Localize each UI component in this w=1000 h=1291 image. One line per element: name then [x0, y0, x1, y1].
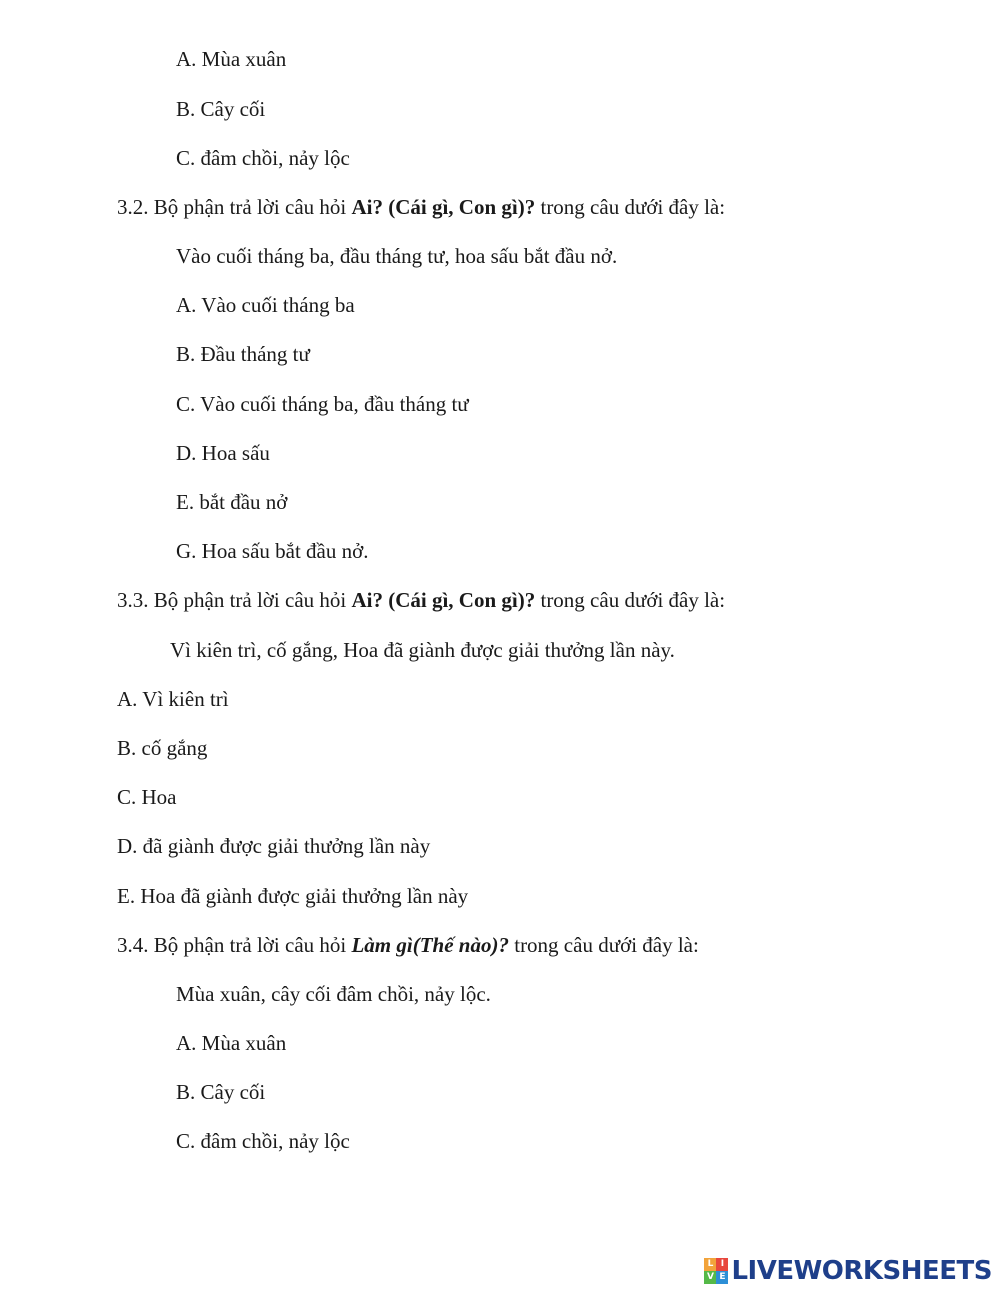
question-3-3-option-b: B. cố gắng	[117, 736, 208, 760]
option-c-dam-choi: C. đâm chồi, nảy lộc	[176, 146, 350, 170]
option-a-mua-xuan: A. Mùa xuân	[176, 47, 287, 71]
question-3-4-option-a: A. Mùa xuân	[176, 1031, 287, 1055]
question-3-3-option-c: C. Hoa	[117, 785, 177, 809]
logo-mark-letter: V	[704, 1271, 716, 1284]
question-3-2-option-b: B. Đầu tháng tư	[176, 342, 310, 366]
logo-mark-letter: I	[716, 1258, 728, 1271]
question-3-4-sentence: Mùa xuân, cây cối đâm chồi, nảy lộc.	[176, 982, 491, 1006]
question-3-4-prefix: 3.4. Bộ phận trả lời câu hỏi	[117, 933, 352, 957]
logo-mark-letter: L	[704, 1258, 716, 1271]
question-3-2	[117, 194, 725, 220]
question-3-4-suffix: trong câu dưới đây là:	[508, 933, 699, 957]
question-3-4	[117, 932, 699, 958]
question-3-2-sentence: Vào cuối tháng ba, đầu tháng tư, hoa sấu bắt đầu nở.	[176, 244, 618, 268]
question-3-4-option-c: C. đâm chồi, nảy lộc	[176, 1129, 350, 1153]
question-3-4-option-b: B. Cây cối	[176, 1080, 266, 1104]
liveworksheets-logo-text: LIVEWORKSHEETS	[731, 1256, 992, 1286]
liveworksheets-logo	[704, 1254, 992, 1288]
option-b-cay-coi: B. Cây cối	[176, 97, 266, 121]
question-3-2-prefix: 3.2. Bộ phận trả lời câu hỏi	[117, 195, 352, 219]
question-3-2-option-g: G. Hoa sấu bắt đầu nở.	[176, 539, 369, 563]
question-3-2-option-e: E. bắt đầu nở	[176, 490, 288, 514]
liveworksheets-logo-icon	[704, 1258, 728, 1284]
question-3-3-keyword: Ai? (Cái gì, Con gì)?	[351, 588, 536, 612]
question-3-3-option-e: E. Hoa đã giành được giải thưởng lần này	[117, 884, 469, 908]
question-3-2-keyword: Ai? (Cái gì, Con gì)?	[351, 195, 536, 219]
question-3-3-option-d: D. đã giành được giải thưởng lần này	[117, 834, 431, 858]
question-3-2-suffix: trong câu dưới đây là:	[535, 195, 726, 219]
question-3-3-option-a: A. Vì kiên trì	[117, 687, 229, 711]
question-3-2-option-a: A. Vào cuối tháng ba	[176, 293, 355, 317]
question-3-3	[117, 587, 725, 613]
question-3-3-prefix: 3.3. Bộ phận trả lời câu hỏi	[117, 588, 352, 612]
question-3-3-suffix: trong câu dưới đây là:	[535, 588, 726, 612]
question-3-2-option-c: C. Vào cuối tháng ba, đầu tháng tư	[176, 392, 469, 416]
question-3-2-option-d: D. Hoa sấu	[176, 441, 270, 465]
question-3-4-keyword: Làm gì(Thế nào)?	[351, 933, 509, 957]
logo-mark-letter: E	[716, 1271, 728, 1284]
question-3-3-sentence: Vì kiên trì, cố gắng, Hoa đã giành được giải thưởng lần này.	[170, 638, 675, 662]
